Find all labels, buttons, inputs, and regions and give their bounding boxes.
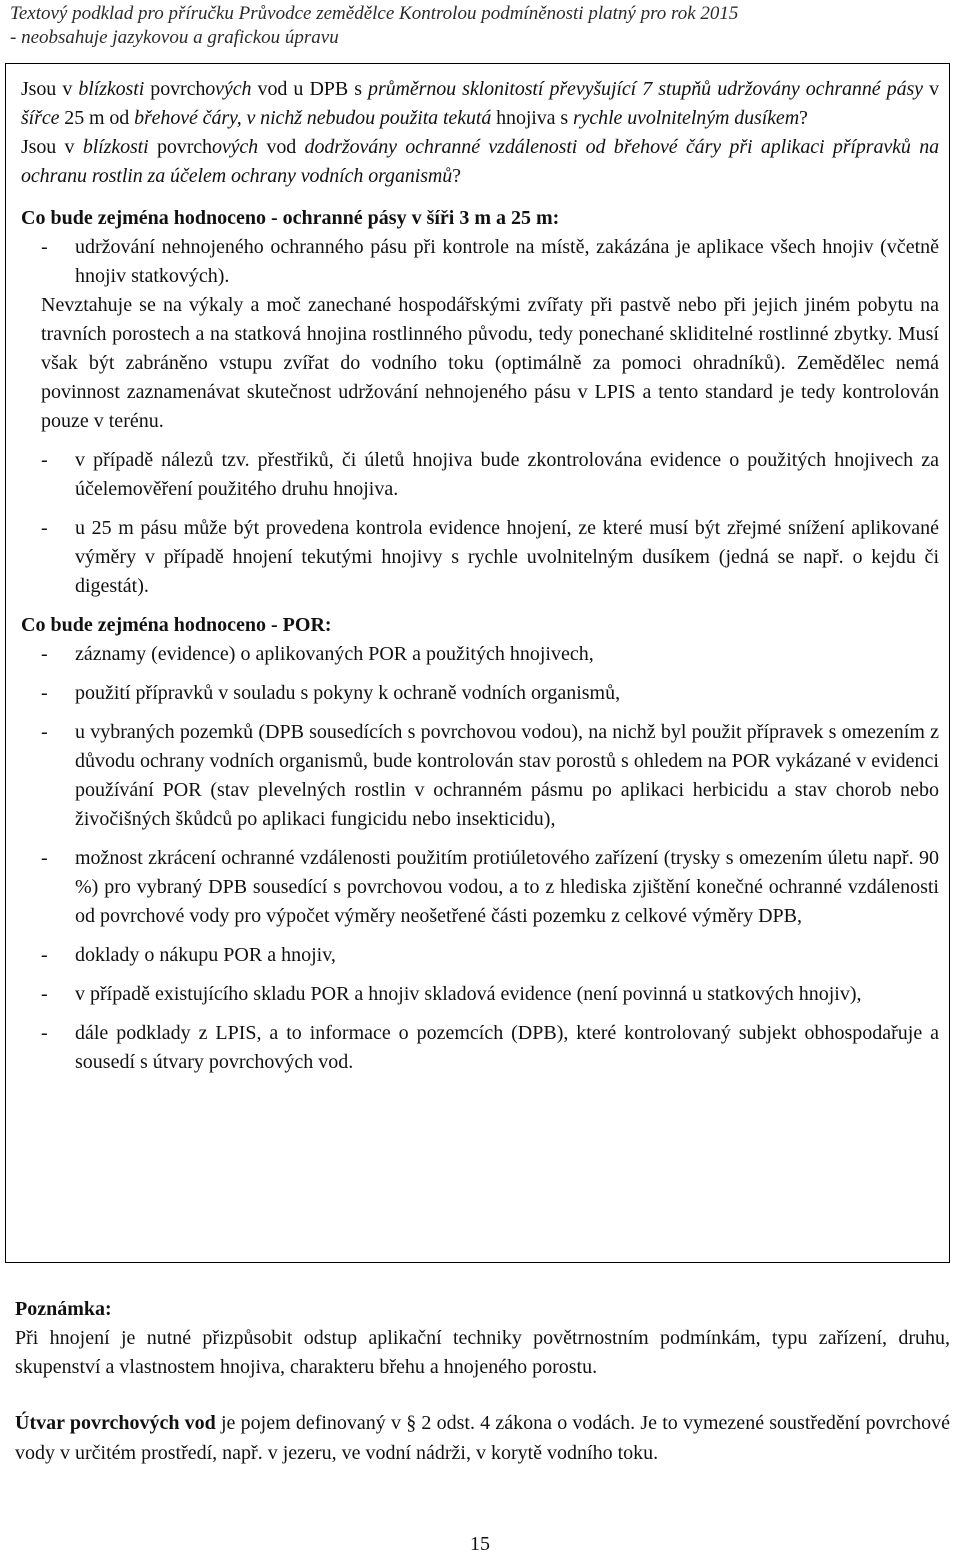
q2-text: Jsou v bbox=[21, 136, 83, 158]
header-line-1: Textový podklad pro příručku Průvodce zemědělce Kontrolou podmíněnosti platný pro rok 2015 bbox=[10, 3, 739, 24]
bullet-dash: - bbox=[41, 682, 48, 704]
bullet-dash: - bbox=[41, 847, 48, 869]
section-1-paragraph: Nevztahuje se na výkaly a moč zanechané hospodářskými zvířaty při pastvě nebo při jejich jiném pobytu na travních porostech a na statková hnojina rostlinného původu, tedy ponechané skliditelné rostlinné zbytky. Musí však být zabráněno vstupu zvířat do vodního toku (optimálně za pomoci ohradníků). Zemědělec nemá povinnost zaznamenávat skutečnost udržování nehnojeného pásu v LPIS a tento standard je tedy kontrolován pouze v terénu. bbox=[41, 294, 939, 432]
section-2-title: Co bude zejména hodnoceno - POR: bbox=[21, 614, 332, 636]
page-number: 15 bbox=[470, 1533, 490, 1555]
q1-text: průměrnou sklonitostí převyšující 7 stupňů udržovány ochranné pásy bbox=[368, 78, 923, 100]
q1-text: blízkosti bbox=[78, 78, 145, 100]
q1-text: Jsou v bbox=[21, 78, 79, 100]
section-2-item: dále podklady z LPIS, a to informace o pozemcích (DPB), které kontrolovaný subjekt obhospodařuje a sousedí s útvary povrchových vod. bbox=[75, 1022, 939, 1073]
q2-text: vod bbox=[258, 136, 305, 158]
definition-term: Útvar povrchových vod bbox=[15, 1412, 216, 1434]
list-item bbox=[21, 844, 939, 931]
note-text: Při hnojení je nutné přizpůsobit odstup aplikační techniky povětrnostním podmínkám, typu zařízení, druhu, skupenství a vlastnostem hnojiva, charakteru břehu a hnojeného porostu. bbox=[15, 1327, 950, 1378]
q2-text: povrch bbox=[148, 136, 212, 158]
q1-text: šířce bbox=[21, 107, 60, 129]
q2-text: ových bbox=[211, 136, 259, 158]
section-2-item: u vybraných pozemků (DPB sousedících s povrchovou vodou), na nichž byl použit přípravek s omezením z důvodu ochrany vodních organismů, bude kontrolován stav porostů s ohledem na POR vykázané v evidenci používání POR (stav plevelných rostlin v ochranném pásmu po aplikaci herbicidu a stav chorob nebo živočišných škůdců po aplikaci fungicidu nebo insekticidu), bbox=[75, 721, 939, 830]
list-item bbox=[21, 718, 939, 834]
question-1 bbox=[21, 75, 939, 133]
section-1-bullet-3: u 25 m pásu může být provedena kontrola evidence hnojení, ze které musí být zřejmé snížení aplikované výměry v případě hnojení tekutými hnojivy s rychle uvolnitelným dusíkem (jedná se např. o kejdu či digestát). bbox=[75, 517, 939, 597]
section-1-bullet-1: udržování nehnojeného ochranného pásu při kontrole na místě, zakázána je aplikace všech hnojiv (včetně hnojiv statkových). bbox=[75, 236, 939, 287]
q1-text: břehové čáry, v nichž nebudou použita tekutá bbox=[134, 107, 492, 129]
section-2-item: doklady o nákupu POR a hnojiv, bbox=[75, 944, 336, 966]
bullet-dash: - bbox=[41, 1022, 48, 1044]
q2-text: blízkosti bbox=[82, 136, 149, 158]
bullet-dash: - bbox=[41, 721, 48, 743]
q1-text: vod u DPB s bbox=[251, 78, 369, 100]
list-item bbox=[21, 514, 939, 601]
q1-text: hnojiva s bbox=[491, 107, 573, 129]
list-item bbox=[21, 640, 939, 669]
note-title: Poznámka: bbox=[15, 1298, 112, 1320]
q1-text: ových bbox=[205, 78, 252, 100]
bullet-dash: - bbox=[41, 517, 48, 539]
content-box bbox=[5, 63, 950, 1263]
bullet-dash: - bbox=[41, 236, 48, 258]
question-2 bbox=[21, 133, 939, 191]
bullet-dash: - bbox=[41, 449, 48, 471]
q2-text: ? bbox=[452, 165, 461, 187]
section-2-item: v případě existujícího skladu POR a hnojiv skladová evidence (není povinná u statkových hnojiv), bbox=[75, 983, 862, 1005]
note-block bbox=[15, 1295, 950, 1382]
list-item bbox=[21, 679, 939, 708]
list-item bbox=[21, 446, 939, 504]
section-2-item: záznamy (evidence) o aplikovaných POR a použitých hnojivech, bbox=[75, 643, 594, 665]
q1-text: v bbox=[922, 78, 939, 100]
definition-text: je pojem definovaný v § 2 odst. 4 zákona o vodách. Je to vymezené soustředění povrchové vody v určitém prostředí, např. v jezeru, ve vodní nádrži, v korytě vodního toku. bbox=[15, 1412, 950, 1464]
q1-text: rychle uvolnitelným dusíkem bbox=[572, 107, 800, 129]
list-item bbox=[21, 1019, 939, 1077]
section-1-title: Co bude zejména hodnoceno - ochranné pásy v šíři 3 m a 25 m: bbox=[21, 207, 560, 229]
section-1-bullet-2: v případě nálezů tzv. přestřiků, či úletů hnojiva bude zkontrolována evidence o použitých hnojivech za účelemověření použitého druhu hnojiva. bbox=[75, 449, 939, 500]
header-line-2: - neobsahuje jazykovou a grafickou úpravu bbox=[10, 27, 339, 48]
bullet-dash: - bbox=[41, 944, 48, 966]
section-2-item: možnost zkrácení ochranné vzdálenosti použitím protiúletového zařízení (trysky s omezením úletu např. 90 %) pro vybraný DPB sousedící s povrchovou vodou, a to z hlediska zjištění konečné ochranné vzdálenosti od povrchové vody pro výpočet výměry neošetřené části pozemku z celkové výměry DPB, bbox=[75, 847, 939, 927]
q1-text: povrch bbox=[144, 78, 206, 100]
list-item bbox=[21, 233, 939, 291]
q1-text: 25 m od bbox=[59, 107, 135, 129]
bullet-dash: - bbox=[41, 643, 48, 665]
q1-text: ? bbox=[799, 107, 808, 129]
list-item bbox=[21, 980, 939, 1009]
list-item bbox=[21, 941, 939, 970]
section-2-item: použití přípravků v souladu s pokyny k ochraně vodních organismů, bbox=[75, 682, 621, 704]
definition-block bbox=[15, 1408, 950, 1468]
page-header bbox=[10, 2, 955, 50]
q2-text: dodržovány ochranné vzdálenosti od břehové čáry při aplikaci přípravků na ochranu rostlin za účelem ochrany vodních organismů bbox=[21, 136, 939, 187]
bullet-dash: - bbox=[41, 983, 48, 1005]
